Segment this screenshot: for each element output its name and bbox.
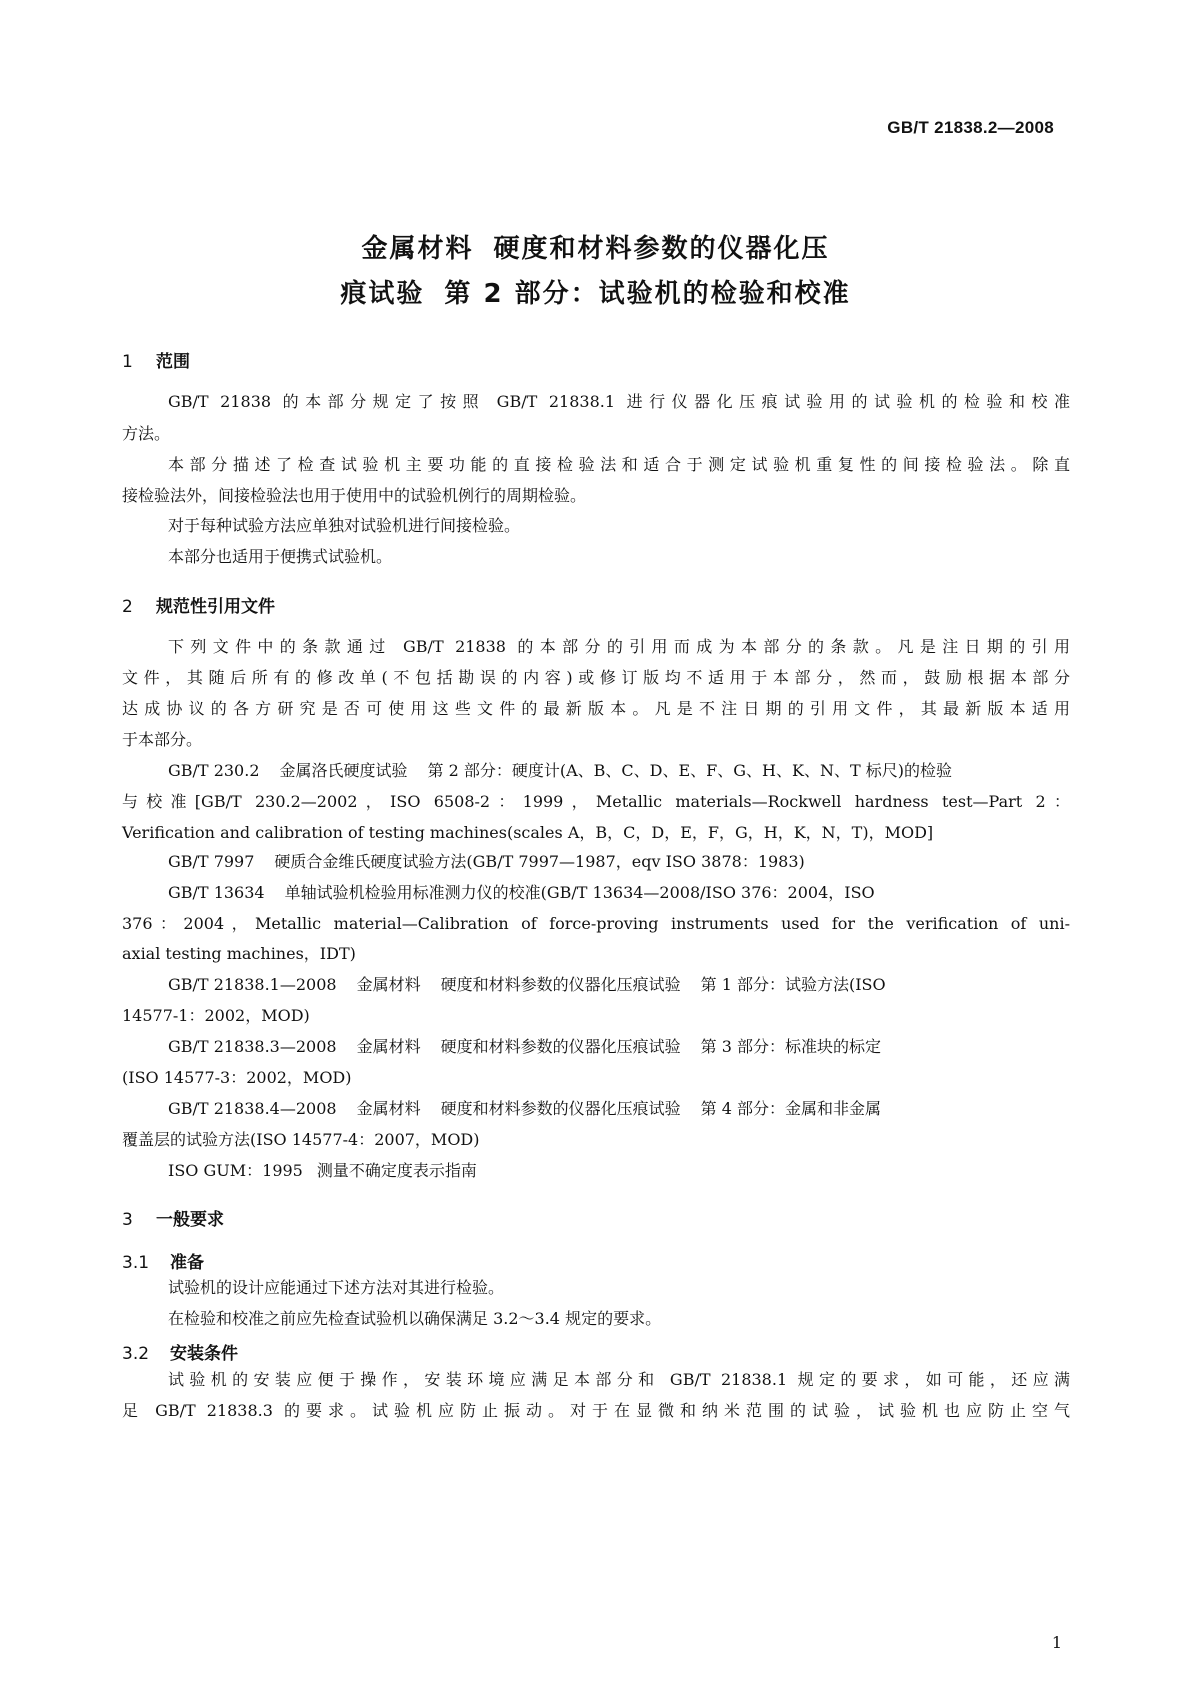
paragraph-line: 本部分描述了检查试验机主要功能的直接检验法和适合于测定试验机重复性的间接检验法。除直: [168, 455, 1070, 474]
reference-entry: GB/T 13634 单轴试验机检验用标准测力仪的校准(GB/T 13634—2008/ISO 376：2004，ISO: [168, 883, 875, 902]
reference-entry: GB/T 7997 硬质合金维氏硬度试验方法(GB/T 7997—1987，eqv ISO 3878：1983): [168, 852, 805, 871]
document-title-line-2: 痕试验 第 2 部分：试验机的检验和校准: [340, 279, 851, 309]
section-2-heading: 2 规范性引用文件: [122, 597, 275, 617]
paragraph-line: 试验机的设计应能通过下述方法对其进行检验。: [168, 1278, 505, 1297]
paragraph-line: 达成协议的各方研究是否可使用这些文件的最新版本。凡是不注日期的引用文件，其最新版本适用: [122, 699, 1070, 718]
subsection-3-1-heading: 3.1 准备: [122, 1253, 204, 1273]
paragraph-line: 对于每种试验方法应单独对试验机进行间接检验。: [168, 516, 521, 535]
reference-continuation: axial testing machines，IDT): [122, 944, 356, 963]
reference-continuation: 与校准[GB/T 230.2—2002，ISO 6508-2：1999，Metallic materials—Rockwell hardness test—Part 2：: [122, 792, 1070, 811]
reference-entry: GB/T 21838.3—2008 金属材料 硬度和材料参数的仪器化压痕试验 第 3 部分：标准块的标定: [168, 1037, 881, 1056]
page-number: 1: [1051, 1633, 1062, 1652]
section-1-heading: 1 范围: [122, 352, 190, 372]
paragraph-line: 下列文件中的条款通过 GB/T 21838 的本部分的引用而成为本部分的条款。凡是注日期的引用: [168, 637, 1070, 656]
reference-continuation: 覆盖层的试验方法(ISO 14577-4：2007，MOD): [122, 1130, 480, 1149]
section-3-heading: 3 一般要求: [122, 1210, 224, 1230]
reference-continuation: 376：2004，Metallic material—Calibration of force-proving instruments used for the verification of uni-: [122, 914, 1070, 933]
paragraph-line: 在检验和校准之前应先检查试验机以确保满足 3.2～3.4 规定的要求。: [168, 1309, 662, 1328]
paragraph-line: 足 GB/T 21838.3 的要求。试验机应防止振动。对于在显微和纳米范围的试验，试验机也应防止空气: [122, 1401, 1070, 1420]
document-title-line-1: 金属材料 硬度和材料参数的仪器化压: [361, 234, 830, 264]
paragraph-line: 接检验法外，间接检验法也用于使用中的试验机例行的周期检验。: [122, 486, 587, 505]
reference-continuation: 14577-1：2002，MOD): [122, 1006, 310, 1025]
paragraph-line: GB/T 21838 的本部分规定了按照 GB/T 21838.1 进行仪器化压痕试验用的试验机的检验和校准: [168, 392, 1070, 411]
reference-entry: GB/T 230.2 金属洛氏硬度试验 第 2 部分：硬度计(A、B、C、D、E、F、G、H、K、N、T 标尺)的检验: [168, 761, 952, 780]
reference-entry: GB/T 21838.4—2008 金属材料 硬度和材料参数的仪器化压痕试验 第 4 部分：金属和非金属: [168, 1099, 881, 1118]
paragraph-line: 本部分也适用于便携式试验机。: [168, 547, 393, 566]
reference-continuation: (ISO 14577-3：2002，MOD): [122, 1068, 352, 1087]
reference-entry: ISO GUM：1995 测量不确定度表示指南: [168, 1161, 477, 1180]
subsection-3-2-heading: 3.2 安装条件: [122, 1344, 238, 1364]
paragraph-line: 于本部分。: [122, 730, 203, 749]
standard-code: GB/T 21838.2—2008: [887, 118, 1054, 137]
paragraph-line: 文件，其随后所有的修改单(不包括勘误的内容)或修订版均不适用于本部分，然而，鼓励根据本部分: [122, 668, 1070, 687]
paragraph-line: 试验机的安装应便于操作，安装环境应满足本部分和 GB/T 21838.1 规定的要求，如可能，还应满: [168, 1370, 1070, 1389]
paragraph-line: 方法。: [122, 424, 171, 443]
reference-continuation: Verification and calibration of testing machines(scales A，B，C，D，E，F，G，H，K，N，T)，MOD]: [122, 823, 934, 842]
reference-entry: GB/T 21838.1—2008 金属材料 硬度和材料参数的仪器化压痕试验 第 1 部分：试验方法(ISO: [168, 975, 886, 994]
